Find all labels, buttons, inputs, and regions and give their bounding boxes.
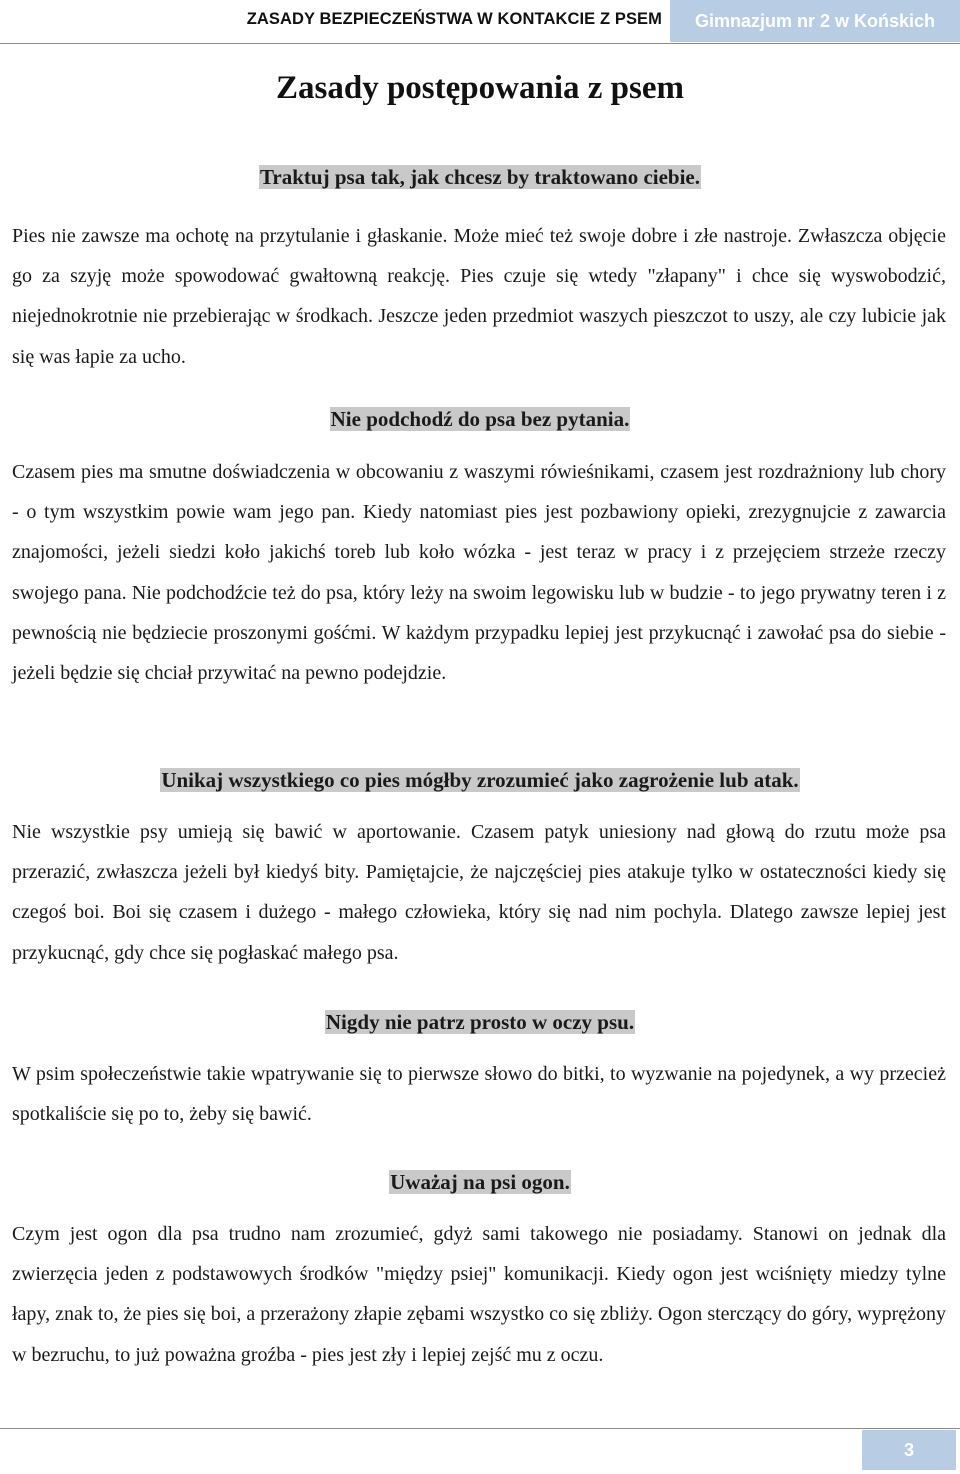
section-heading-text: Nie podchodź do psa bez pytania. — [330, 407, 630, 431]
section-heading-5 — [0, 1168, 960, 1196]
section-heading-text: Traktuj psa tak, jak chcesz by traktowano ciebie. — [259, 165, 700, 189]
section-paragraph-2: Czasem pies ma smutne doświadczenia w obcowaniu z waszymi rówieśnikami, czasem jest rozdrażniony lub chory - o tym wszystkim powie wam jego pan. Kiedy natomiast pies jest pozbawiony opieki, zrezygnujcie z zawarcia znajomości, jeżeli siedzi koło jakichś toreb lub koło wózka - jest teraz w pracy i z przejęciem strzeże rzeczy swojego pana. Nie podchodźcie też do psa, który leży na swoim legowisku lub w budzie - to jego prywatny teren i z pewnością nie będziecie proszonymi gośćmi. W każdym przypadku lepiej jest przykucnąć i zawołać psa do siebie - jeżeli będzie się chciał przywitać na pewno podejdzie. — [12, 461, 946, 685]
section-heading-4 — [0, 1008, 960, 1036]
page-title: Zasady postępowania z psem — [276, 70, 684, 106]
header-divider — [0, 43, 960, 44]
footer-divider — [0, 1428, 960, 1429]
section-paragraph-5: Czym jest ogon dla psa trudno nam zrozumieć, gdyż sami takowego nie posiadamy. Stanowi on jednak dla zwierzęcia jeden z podstawowych środków "między psiej" komunikacji. Kiedy ogon jest wciśnięty miedzy tylne łapy, znak to, że pies się boi, a przerażony złapie zębami wszystko co się zbliży. Ogon sterczący do góry, wyprężony w bezruchu, to już poważna groźba - pies jest zły i lepiej zejść mu z oczu. — [12, 1223, 946, 1366]
section-heading-1 — [0, 163, 960, 191]
section-heading-text: Nigdy nie patrz prosto w oczy psu. — [325, 1010, 635, 1034]
section-heading-text: Uważaj na psi ogon. — [390, 1170, 570, 1194]
section-paragraph-4: W psim społeczeństwie takie wpatrywanie się to pierwsze słowo do bitki, to wyzwanie na pojedynek, a wy przecież spotkaliście się po to, żeby się bawić. — [12, 1063, 946, 1126]
section-heading-3 — [0, 766, 960, 794]
header-school-name: Gimnazjum nr 2 w Końskich — [670, 0, 960, 42]
page-header — [0, 0, 960, 44]
page-number: 3 — [862, 1430, 956, 1470]
section-paragraph-3: Nie wszystkie psy umieją się bawić w aportowanie. Czasem patyk uniesiony nad głową do rzutu może psa przerazić, zwłaszcza jeżeli był kiedyś bity. Pamiętajcie, że najczęściej pies atakuje tylko w ostateczności kiedy się czegoś boi. Boi się czasem i dużego - małego człowieka, który się nad nim pochyla. Dlatego zawsze lepiej jest przykucnąć, gdy chce się pogłaskać małego psa. — [12, 821, 946, 964]
header-document-title: ZASADY BEZPIECZEŃSTWA W KONTAKCIE Z PSEM — [246, 10, 662, 28]
section-heading-2 — [0, 405, 960, 433]
section-paragraph-1: Pies nie zawsze ma ochotę na przytulanie i głaskanie. Może mieć też swoje dobre i złe nastroje. Zwłaszcza objęcie go za szyję może spowodować gwałtowną reakcję. Pies czuje się wtedy "złapany" i chce się wyswobodzić, niejednokrotnie nie przebierając w środkach. Jeszcze jeden przedmiot waszych pieszczot to uszy, ale czy lubicie jak się was łapie za ucho. — [12, 225, 946, 368]
section-heading-text: Unikaj wszystkiego co pies mógłby zrozumieć jako zagrożenie lub atak. — [161, 768, 799, 792]
